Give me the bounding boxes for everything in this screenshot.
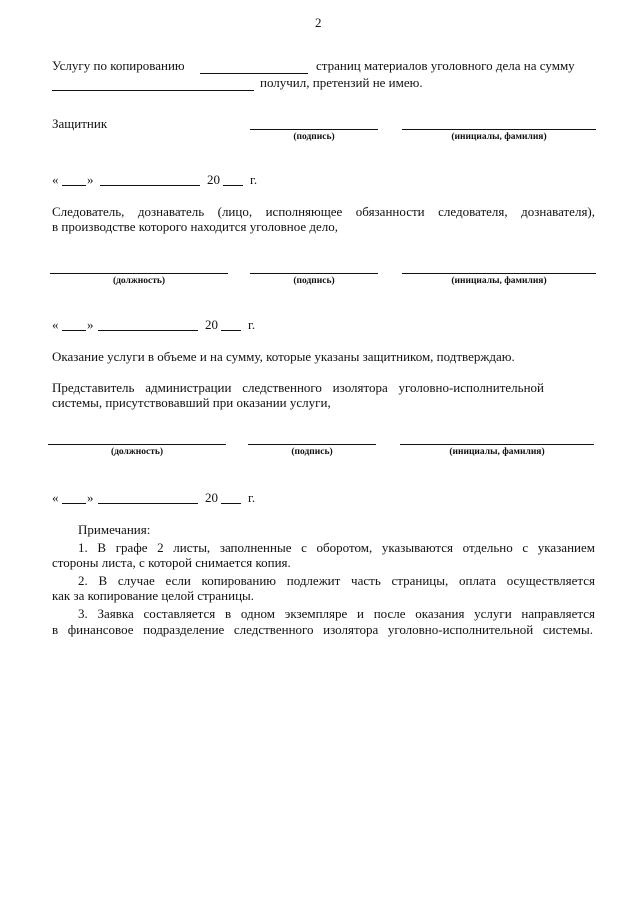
date-year-line — [223, 185, 243, 186]
date-year-prefix: 20 — [205, 317, 218, 332]
representative-name-caption: (инициалы, фамилия) — [449, 447, 545, 457]
representative-text-line1: Представитель администрации следственного изолятора уголовно-исполнительной — [52, 380, 544, 395]
date-year-suffix: г. — [248, 317, 256, 332]
notes-title: Примечания: — [78, 522, 151, 537]
confirmation-text: Оказание услуги в объеме и на сумму, которые указаны защитником, подтверждаю. — [52, 349, 515, 364]
defender-signature-line — [250, 129, 378, 130]
date-year-prefix: 20 — [207, 172, 220, 187]
representative-signature-line — [248, 444, 376, 445]
defender-signature-caption: (подпись) — [293, 132, 335, 142]
service-middle: страниц материалов уголовного дела на сумму — [316, 58, 575, 73]
date-year-suffix: г. — [248, 490, 256, 505]
investigator-signature-caption: (подпись) — [293, 276, 335, 286]
investigator-text-line2: в производстве которого находится уголовное дело, — [52, 219, 338, 234]
note-3-line2: в финансовое подразделение следственного изолятора уголовно-исполнительной системы. — [52, 622, 593, 637]
date-close-quote: » — [87, 172, 94, 187]
note-3-line1: 3. Заявка составляется в одном экземпляре и после оказания услуги направляется — [78, 606, 595, 621]
representative-name-line — [400, 444, 594, 445]
investigator-name-caption: (инициалы, фамилия) — [451, 276, 547, 286]
note-2-line2: как за копирование целой страницы. — [52, 588, 255, 603]
date-day-line — [62, 503, 86, 504]
date-year-line — [221, 330, 241, 331]
pages-count-line — [200, 73, 308, 74]
page-number: 2 — [315, 15, 322, 30]
date-month-line — [98, 503, 198, 504]
service-prefix: Услугу по копированию — [52, 58, 185, 73]
note-2-line1: 2. В случае если копированию подлежит часть страницы, оплата осуществляется — [78, 573, 595, 588]
date-close-quote: » — [87, 317, 94, 332]
note-1-line2: стороны листа, с которой снимается копия. — [52, 555, 291, 570]
date-year-suffix: г. — [250, 172, 258, 187]
representative-position-caption: (должность) — [110, 447, 164, 457]
date-month-line — [100, 185, 200, 186]
service-received: получил, претензий не имею. — [260, 75, 423, 90]
note-1-line1: 1. В графе 2 листы, заполненные с оборотом, указываются отдельно с указанием — [78, 540, 595, 555]
defender-name-caption: (инициалы, фамилия) — [451, 132, 547, 142]
date-month-line — [98, 330, 198, 331]
investigator-text-line1: Следователь, дознаватель (лицо, исполняющее обязанности следователя, дознавателя), — [52, 204, 595, 219]
representative-signature-caption: (подпись) — [291, 447, 333, 457]
date-year-prefix: 20 — [205, 490, 218, 505]
investigator-name-line — [402, 273, 596, 274]
investigator-position-caption: (должность) — [112, 276, 166, 286]
date-day-line — [62, 330, 86, 331]
date-day-line — [62, 185, 86, 186]
representative-position-line — [48, 444, 226, 445]
date-close-quote: » — [87, 490, 94, 505]
date-year-line — [221, 503, 241, 504]
defender-name-line — [402, 129, 596, 130]
date-open-quote: « — [52, 172, 59, 187]
representative-text-line2: системы, присутствовавший при оказании услуги, — [52, 395, 331, 410]
defender-label: Защитник — [52, 116, 108, 131]
sum-line — [52, 90, 254, 91]
investigator-signature-line — [250, 273, 378, 274]
date-open-quote: « — [52, 317, 59, 332]
date-open-quote: « — [52, 490, 59, 505]
investigator-position-line — [50, 273, 228, 274]
